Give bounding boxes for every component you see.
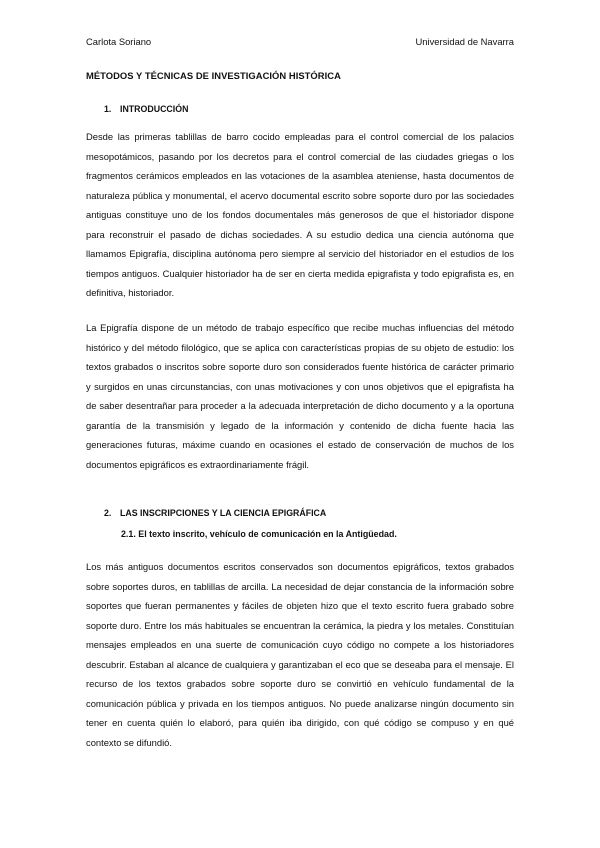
document-title: MÉTODOS Y TÉCNICAS DE INVESTIGACIÓN HISTÓRICA [86,70,341,81]
section-2-title: LAS INSCRIPCIONES Y LA CIENCIA EPIGRÁFICA [120,508,327,518]
paragraph-intro-2: La Epigrafía dispone de un método de trabajo específico que recibe muchas influencias del método histórico y del método filológico, que se aplica con características propias de su objeto de estudio: los textos grabados o inscritos sobre soporte duro son considerados fuente histórica de carácter primario y surgidos en unas circunstancias, con unas motivaciones y con unos objetivos que el epigrafista ha de saber desentrañar para proceder a la adecuada interpretación de dicho documento y a la oportuna garantía de la transmisión y legado de la información y contenido de dicha fuente hacia las generaciones futuras, máxime cuando en ocasiones el estado de conservación de muchos de los documentos epigráficos es extraordinariamente frágil. [86,322,514,470]
subsection-2-1-number: 2.1. [121,529,136,539]
header-author: Carlota Soriano [86,36,152,47]
section-1-title: INTRODUCCIÓN [120,104,189,114]
paragraph-section-2-1: Los más antiguos documentos escritos conservados son documentos epigráficos, textos grabados sobre soportes duros, en tablillas de arcilla. La necesidad de dejar constancia de la información sobre soportes que fueran permanentes y fáciles de objeten hizo que el texto escrito fuera grabado sobre soporte duro. Entre los más habituales se encuentran la cerámica, la piedra y los metales. Constituían mensajes empleados en una suerte de comunicación cuyo código no compete a los historiadores descubrir. Estaban al alcance de cualquiera y garantizaban el eco que se deseaba para el mensaje. El recurso de los textos grabados sobre soporte duro se convirtió en vehículo fundamental de la comunicación pública y privada en los tiempos antiguos. No puede analizarse ningún documento sin tener en cuenta quién lo elaboró, para quién iba dirigido, con qué código se compuso y en qué contexto se difundió. [86,561,514,748]
section-2-number: 2. [104,508,112,518]
section-1-number: 1. [104,104,112,114]
section-2-heading [104,508,326,518]
section-1-heading [104,104,188,114]
paragraph-intro-1: Desde las primeras tablillas de barro cocido empleadas para el control comercial de los palacios mesopotámicos, pasando por los decretos para el control comercial de las ciudades griegas o los fragmentos cerámicos empleados en las votaciones de la asamblea ateniense, hasta documentos de naturaleza pública y monumental, el acervo documental escrito sobre soporte duro por las sociedades antiguas constituye uno de los fondos documentales más generosos de que el historiador dispone para reconstruir el pasado de dichas sociedades. A su estudio dedica una ciencia autónoma que llamamos Epigrafía, disciplina autónoma pero siempre al servicio del historiador en el estudios de los tiempos antiguos. Cualquier historiador ha de ser en cierta medida epigrafista y todo epigrafista es, en definitiva, historiador. [86,131,514,298]
page-header [86,36,514,52]
subsection-2-1-heading [121,529,397,539]
header-institution: Universidad de Navarra [415,36,514,47]
subsection-2-1-title: El texto inscrito, vehículo de comunicación en la Antigüedad. [138,529,397,539]
